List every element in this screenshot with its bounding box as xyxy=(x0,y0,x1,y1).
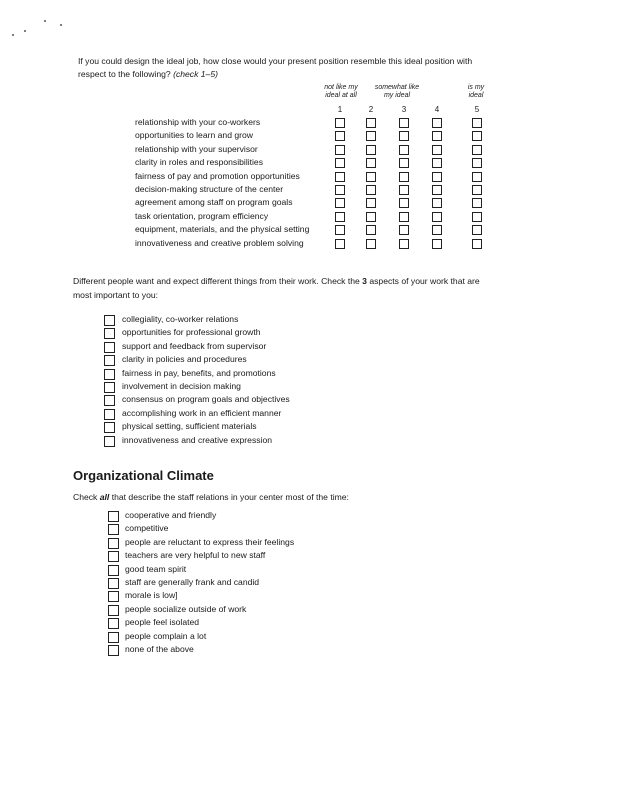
instruction-text-2: that describe the staff relations in your center most of the time: xyxy=(109,492,349,502)
section2-question-line2: most important to you: xyxy=(73,290,159,300)
checkbox[interactable] xyxy=(104,409,115,420)
rating-checkbox-4[interactable] xyxy=(432,172,442,182)
rating-checkbox-1[interactable] xyxy=(335,145,345,155)
rating-checkbox-2[interactable] xyxy=(366,239,376,249)
checklist-item-label: physical setting, sufficient materials xyxy=(122,421,257,432)
rating-checkbox-4[interactable] xyxy=(432,131,442,141)
checkbox[interactable] xyxy=(108,605,119,616)
rating-checkbox-4[interactable] xyxy=(432,158,442,168)
scale-label-line1: is my xyxy=(467,84,485,91)
rating-checkbox-2[interactable] xyxy=(366,118,376,128)
checklist-item-label: involvement in decision making xyxy=(122,381,241,391)
rating-checkbox-1[interactable] xyxy=(335,239,345,249)
checkbox[interactable] xyxy=(104,422,115,433)
checkbox[interactable] xyxy=(108,591,119,602)
rating-checkbox-2[interactable] xyxy=(366,145,376,155)
checkbox[interactable] xyxy=(108,524,119,535)
scale-label xyxy=(367,84,427,100)
rating-item-label: equipment, materials, and the physical setting xyxy=(135,224,310,235)
checklist-item-label: good team spirit xyxy=(125,563,187,574)
rating-checkbox-5[interactable] xyxy=(472,131,482,141)
rating-checkbox-5[interactable] xyxy=(472,239,482,249)
checklist-item-label: fairness in pay, benefits, and promotions xyxy=(122,367,276,378)
rating-checkbox-5[interactable] xyxy=(472,212,482,222)
scale-number: 1 xyxy=(337,105,343,114)
rating-checkbox-2[interactable] xyxy=(366,198,376,208)
rating-item-label: relationship with your supervisor xyxy=(135,143,258,154)
rating-checkbox-3[interactable] xyxy=(399,131,409,141)
question-hint: (check 1–5) xyxy=(173,69,218,79)
checklist-item-label: people complain a lot xyxy=(125,630,207,641)
rating-checkbox-4[interactable] xyxy=(432,198,442,208)
heading: Organizational Climate xyxy=(73,468,214,483)
rating-checkbox-3[interactable] xyxy=(399,118,409,128)
rating-checkbox-3[interactable] xyxy=(399,185,409,195)
question-text-2: aspects of your work that are xyxy=(366,276,480,286)
rating-checkbox-1[interactable] xyxy=(335,212,345,222)
rating-checkbox-2[interactable] xyxy=(366,131,376,141)
checklist-item-label: morale is low] xyxy=(125,590,178,601)
checklist-item-label: none of the above xyxy=(125,644,194,654)
checklist-item-label: clarity in policies and procedures xyxy=(122,354,247,365)
scale-label-line1: not like my xyxy=(324,84,358,91)
rating-checkbox-3[interactable] xyxy=(399,225,409,235)
rating-checkbox-1[interactable] xyxy=(335,185,345,195)
checkbox[interactable] xyxy=(104,369,115,380)
scale-label-line2: ideal xyxy=(468,92,484,99)
rating-checkbox-4[interactable] xyxy=(432,239,442,249)
checklist-item-label: people are reluctant to express their feelings xyxy=(125,536,295,547)
scale-number: 5 xyxy=(474,105,480,114)
section3-instruction xyxy=(73,492,349,502)
checkbox[interactable] xyxy=(108,632,119,643)
scale-number: 4 xyxy=(434,105,440,114)
rating-item-label: clarity in roles and responsibilities xyxy=(135,157,264,168)
rating-checkbox-5[interactable] xyxy=(472,145,482,155)
scan-speck xyxy=(60,24,62,26)
checkbox[interactable] xyxy=(104,436,115,447)
rating-item-label: fairness of pay and promotion opportunities xyxy=(135,170,300,181)
rating-checkbox-5[interactable] xyxy=(472,118,482,128)
scan-speck xyxy=(24,30,26,32)
checklist-item-label: people socialize outside of work xyxy=(125,603,247,614)
checkbox[interactable] xyxy=(104,328,115,339)
section1-question-line2 xyxy=(78,69,218,79)
checkbox[interactable] xyxy=(108,538,119,549)
rating-checkbox-4[interactable] xyxy=(432,118,442,128)
rating-item-label: agreement among staff on program goals xyxy=(135,197,293,208)
rating-checkbox-5[interactable] xyxy=(472,225,482,235)
rating-checkbox-5[interactable] xyxy=(472,198,482,208)
scale-number: 3 xyxy=(401,105,407,114)
question-bold: 3 xyxy=(362,276,367,286)
rating-checkbox-3[interactable] xyxy=(399,172,409,182)
rating-item-label: relationship with your co-workers xyxy=(135,117,261,127)
rating-checkbox-2[interactable] xyxy=(366,212,376,222)
rating-checkbox-3[interactable] xyxy=(399,239,409,249)
rating-checkbox-1[interactable] xyxy=(335,158,345,168)
rating-checkbox-4[interactable] xyxy=(432,212,442,222)
rating-checkbox-2[interactable] xyxy=(366,185,376,195)
scale-label-line2: my ideal xyxy=(383,92,411,99)
scale-number: 2 xyxy=(368,105,374,114)
checkbox[interactable] xyxy=(108,511,119,522)
rating-item-label: decision-making structure of the center xyxy=(135,184,284,194)
scale-label xyxy=(311,84,371,100)
checklist-item-label: people feel isolated xyxy=(125,617,200,628)
rating-item-label: task orientation, program efficiency xyxy=(135,210,269,221)
section3-heading xyxy=(73,468,214,483)
rating-checkbox-4[interactable] xyxy=(432,225,442,235)
section1-question: If you could design the ideal job, how close would your present position resemble this ideal position with xyxy=(78,56,473,66)
rating-checkbox-1[interactable] xyxy=(335,131,345,141)
checkbox[interactable] xyxy=(108,565,119,576)
rating-checkbox-5[interactable] xyxy=(472,172,482,182)
rating-checkbox-5[interactable] xyxy=(472,158,482,168)
checklist-item-label: accomplishing work in an efficient manner xyxy=(122,407,282,418)
rating-checkbox-2[interactable] xyxy=(366,225,376,235)
scale-label xyxy=(446,84,506,100)
checklist-item-label: cooperative and friendly xyxy=(125,510,217,520)
checkbox[interactable] xyxy=(104,342,115,353)
rating-checkbox-1[interactable] xyxy=(335,225,345,235)
checklist-item-label: competitive xyxy=(125,523,169,534)
checkbox[interactable] xyxy=(108,618,119,629)
question-text: Different people want and expect different things from their work. Check the xyxy=(73,276,363,286)
checkbox[interactable] xyxy=(108,551,119,562)
section2-question xyxy=(73,276,480,286)
rating-checkbox-2[interactable] xyxy=(366,172,376,182)
scan-speck xyxy=(12,34,14,36)
rating-checkbox-2[interactable] xyxy=(366,158,376,168)
rating-checkbox-3[interactable] xyxy=(399,158,409,168)
question-text: respect to the following? xyxy=(78,69,171,79)
rating-item-label: innovativeness and creative problem solving xyxy=(135,237,304,248)
rating-checkbox-1[interactable] xyxy=(335,118,345,128)
rating-checkbox-3[interactable] xyxy=(399,145,409,155)
instruction-emph: all xyxy=(99,492,110,502)
checkbox[interactable] xyxy=(104,382,115,393)
rating-checkbox-1[interactable] xyxy=(335,198,345,208)
checkbox[interactable] xyxy=(104,395,115,406)
checklist-item-label: consensus on program goals and objectives xyxy=(122,394,290,405)
checkbox[interactable] xyxy=(104,315,115,326)
checklist-item-label: opportunities for professional growth xyxy=(122,327,261,338)
checklist-item-label: teachers are very helpful to new staff xyxy=(125,550,266,561)
rating-checkbox-4[interactable] xyxy=(432,145,442,155)
checklist-item-label: staff are generally frank and candid xyxy=(125,577,260,587)
rating-item-label: opportunities to learn and grow xyxy=(135,130,254,141)
rating-checkbox-3[interactable] xyxy=(399,198,409,208)
checkbox[interactable] xyxy=(108,645,119,656)
rating-checkbox-5[interactable] xyxy=(472,185,482,195)
checklist-item-label: collegiality, co-worker relations xyxy=(122,314,239,324)
scan-speck xyxy=(44,20,46,22)
rating-checkbox-1[interactable] xyxy=(335,172,345,182)
scale-label-line2: ideal at all xyxy=(325,92,357,99)
checkbox[interactable] xyxy=(108,578,119,589)
rating-checkbox-4[interactable] xyxy=(432,185,442,195)
rating-checkbox-3[interactable] xyxy=(399,212,409,222)
checklist-item-label: support and feedback from supervisor xyxy=(122,340,267,351)
checklist-item-label: innovativeness and creative expression xyxy=(122,434,273,445)
instruction-text: Check xyxy=(73,492,100,502)
scale-label-line1: somewhat like xyxy=(374,84,420,91)
checkbox[interactable] xyxy=(104,355,115,366)
